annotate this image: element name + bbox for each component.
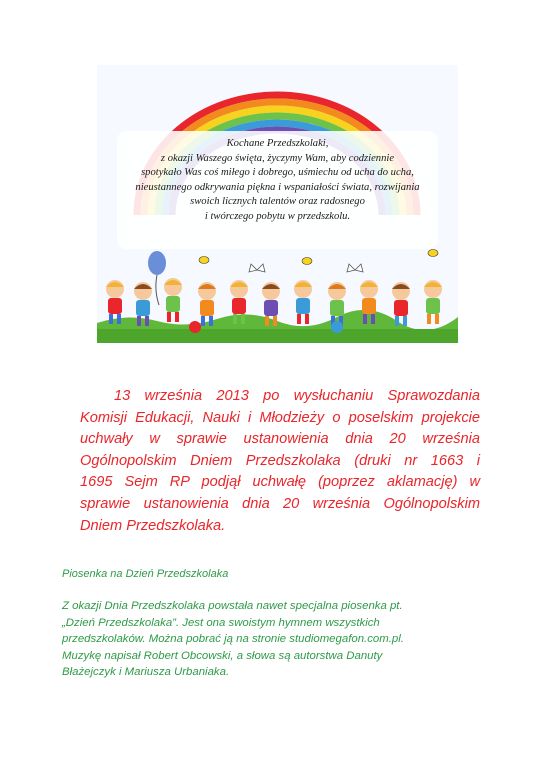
song-heading: Piosenka na Dzień Przedszkolaka <box>62 568 229 580</box>
resolution-line: Dniem Przedszkolaka. <box>80 517 226 534</box>
resolution-line: uchwały w sprawie ustanowienia dnia 20 września <box>80 431 480 448</box>
kindergarten-day-banner <box>97 65 458 343</box>
wish-line: z okazji Waszego święta, życzymy Wam, aby codziennie <box>160 152 395 164</box>
wish-line: Kochane Przedszkolaki, <box>226 138 329 149</box>
resolution-line: 1695 Sejm RP podjął uchwałę (poprzez aklamację) w <box>80 474 480 491</box>
wish-line: nieustannego odkrywania piękna i wspaniałości świata, rozwijania <box>135 181 420 193</box>
wishes-text <box>97 137 458 225</box>
song-line: „Dzień Przedszkolaka”. Jest ona swoistym hymnem wszystkich <box>62 616 380 629</box>
wish-line: spotykało Was coś miłego i dobrego, uśmiechu od ucha do ucha, <box>141 167 414 179</box>
song-line: Muzykę napisał Robert Obcowski, a słowa są autorstwa Danuty <box>62 649 383 662</box>
resolution-line: 13 września 2013 po wysłuchaniu Sprawozdania <box>114 388 480 404</box>
resolution-line: Ogólnopolskim Dniem Przedszkolaka (druki nr 1663 i <box>80 452 480 469</box>
song-paragraph <box>62 598 482 681</box>
resolution-line: Komisji Edukacji, Nauki i Młodzieży o poselskim projekcie <box>80 409 480 426</box>
ball-icon <box>331 321 343 333</box>
wish-line: swoich licznych talentów oraz radosnego <box>190 196 365 208</box>
wish-line: i twórczego pobytu w przedszkolu. <box>204 210 351 222</box>
song-line: Błażejczyk i Mariusza Urbaniaka. <box>62 666 230 679</box>
ball-icon <box>189 321 201 333</box>
song-line: przedszkolaków. Można pobrać ją na stronie studiomegafon.com.pl. <box>62 633 404 646</box>
resolution-paragraph <box>80 386 480 537</box>
resolution-line: sprawie ustanowienia dnia 20 września Ogólnopolskim <box>80 495 480 512</box>
song-line: Z okazji Dnia Przedszkolaka powstała nawet specjalna piosenka pt. <box>62 600 403 612</box>
